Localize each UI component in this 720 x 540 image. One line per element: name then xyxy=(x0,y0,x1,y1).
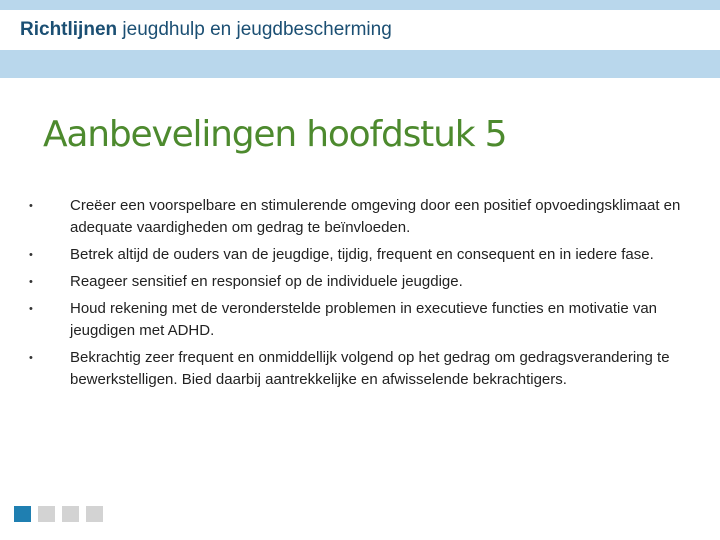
page-title: Aanbevelingen hoofdstuk 5 xyxy=(43,114,507,155)
slide-indicator xyxy=(14,506,103,522)
list-item-text: Houd rekening met de veronderstelde problemen in executieve functies en motivatie van jeugdigen met ADHD. xyxy=(70,300,658,339)
bullet-icon: • xyxy=(29,249,33,261)
list-item-text: Creëer een voorspelbare en stimulerende omgeving door een positief opvoedingsklimaat en adequate vaardigheden om gedrag te beïnvloeden. xyxy=(70,197,681,236)
list-item xyxy=(0,271,720,293)
brand-name-rest: jeugdhulp en jeugdbescherming xyxy=(117,19,392,40)
slide-indicator-square-active xyxy=(14,506,31,522)
slide-indicator-square xyxy=(86,506,103,522)
brand-name-strong: Richtlijnen xyxy=(20,19,118,40)
list-item xyxy=(0,244,720,266)
list-item xyxy=(0,298,720,342)
list-item-text: Betrek altijd de ouders van de jeugdige, tijdig, frequent en consequent en in iedere fase. xyxy=(70,246,654,263)
list-item xyxy=(0,195,720,239)
slide-indicator-square xyxy=(38,506,55,522)
brand-logo-text xyxy=(20,19,392,41)
list-item-text: Bekrachtig zeer frequent en onmiddellijk volgend op het gedrag om gedragsverandering te bewerkstelligen. Bied daarbij aantrekkelijke en afwisselende bekrachtigers. xyxy=(70,349,670,388)
recommendations-list xyxy=(0,195,720,396)
bullet-icon: • xyxy=(29,303,33,315)
slide-indicator-square xyxy=(62,506,79,522)
list-item-text: Reageer sensitief en responsief op de individuele jeugdige. xyxy=(70,273,463,290)
bullet-icon: • xyxy=(29,276,33,288)
bullet-icon: • xyxy=(29,352,33,364)
bullet-icon: • xyxy=(29,200,33,212)
list-item xyxy=(0,347,720,391)
